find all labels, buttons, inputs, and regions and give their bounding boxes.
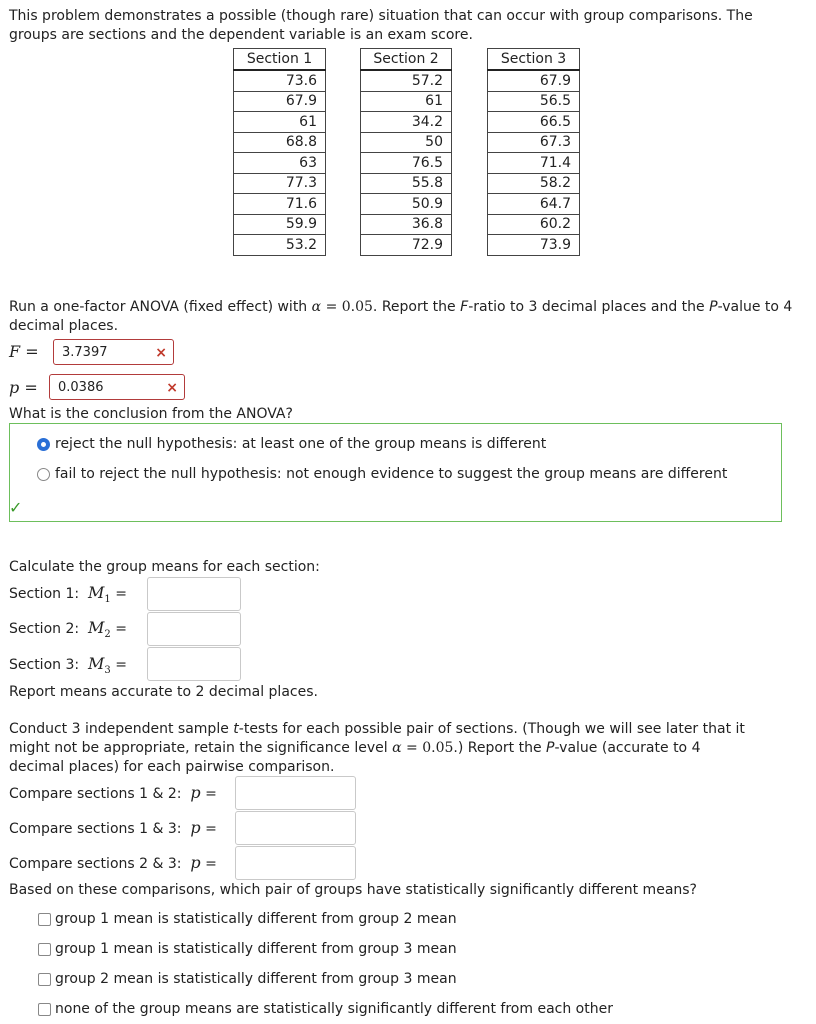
checkbox-1-3[interactable] bbox=[38, 943, 51, 956]
table-header: Section 3 bbox=[488, 49, 580, 71]
anova-instructions bbox=[9, 298, 799, 336]
table-cell: 34.2 bbox=[361, 112, 452, 133]
option-none-label[interactable]: none of the group means are statistically significantly different from each other bbox=[55, 1001, 613, 1017]
table-cell: 53.2 bbox=[234, 235, 326, 256]
p-word: P bbox=[709, 299, 718, 315]
table-cell: 56.5 bbox=[488, 91, 580, 112]
f-label: F = bbox=[9, 342, 39, 361]
checkbox-2-3[interactable] bbox=[38, 973, 51, 986]
correct-check-icon: ✓ bbox=[9, 498, 23, 517]
table-cell: 71.4 bbox=[488, 153, 580, 174]
p-value-input[interactable] bbox=[49, 374, 185, 400]
ttest-line-3: decimal places) for each pairwise comparison. bbox=[9, 759, 335, 775]
mean-2-input[interactable] bbox=[147, 612, 241, 646]
incorrect-icon: × bbox=[166, 380, 178, 396]
p-2-3-input[interactable] bbox=[235, 846, 356, 880]
incorrect-icon: × bbox=[155, 345, 167, 361]
anova-text: Run a one-factor ANOVA (fixed effect) with bbox=[9, 299, 308, 315]
table-cell: 36.8 bbox=[361, 214, 452, 235]
compare-row-2: Compare sections 1 & 3: p = bbox=[9, 818, 217, 837]
table-cell: 76.5 bbox=[361, 153, 452, 174]
f-ratio-input[interactable] bbox=[53, 339, 174, 365]
checkbox-none[interactable] bbox=[38, 1003, 51, 1016]
table-cell: 59.9 bbox=[234, 214, 326, 235]
anova-text: -ratio to 3 decimal places and the bbox=[468, 299, 705, 315]
option-1-2-label[interactable]: group 1 mean is statistically different from group 2 mean bbox=[55, 911, 457, 927]
table-header: Section 1 bbox=[234, 49, 326, 71]
pairs-question: Based on these comparisons, which pair of groups have statistically significantly different means? bbox=[9, 882, 697, 898]
table-cell: 50 bbox=[361, 132, 452, 153]
checkbox-1-2[interactable] bbox=[38, 913, 51, 926]
compare-row-1: Compare sections 1 & 2: p = bbox=[9, 783, 217, 802]
alpha-value: 0.05 bbox=[341, 299, 373, 315]
compare-row-3: Compare sections 2 & 3: p = bbox=[9, 853, 217, 872]
table-cell: 64.7 bbox=[488, 194, 580, 215]
table-cell: 73.9 bbox=[488, 235, 580, 256]
p-label: p = bbox=[9, 378, 38, 397]
table-cell: 63 bbox=[234, 153, 326, 174]
ttest-line-1: Conduct 3 independent sample t-tests for each possible pair of sections. (Though we will see later that it bbox=[9, 721, 745, 737]
mean-row-3: Section 3: $M_3$ = bbox=[9, 654, 127, 676]
table-cell: 73.6 bbox=[234, 70, 326, 91]
table-cell: 58.2 bbox=[488, 173, 580, 194]
table-cell: 57.2 bbox=[361, 70, 452, 91]
table-cell: 77.3 bbox=[234, 173, 326, 194]
mean-1-input[interactable] bbox=[147, 577, 241, 611]
option-fail-label[interactable]: fail to reject the null hypothesis: not enough evidence to suggest the group means are different bbox=[55, 466, 728, 482]
table-header: Section 2 bbox=[361, 49, 452, 71]
anova-question: What is the conclusion from the ANOVA? bbox=[9, 406, 293, 422]
table-cell: 71.6 bbox=[234, 194, 326, 215]
table-cell: 67.3 bbox=[488, 132, 580, 153]
table-cell: 67.9 bbox=[234, 91, 326, 112]
table-cell: 50.9 bbox=[361, 194, 452, 215]
radio-fail-to-reject[interactable] bbox=[37, 468, 50, 481]
table-cell: 68.8 bbox=[234, 132, 326, 153]
section-1-table bbox=[233, 48, 326, 256]
table-cell: 55.8 bbox=[361, 173, 452, 194]
p-1-3-input[interactable] bbox=[235, 811, 356, 845]
alpha-symbol: α bbox=[311, 299, 322, 315]
p-value-text: 0.0386 bbox=[58, 380, 104, 395]
option-reject-label[interactable]: reject the null hypothesis: at least one of the group means is different bbox=[55, 436, 547, 452]
option-1-3-label[interactable]: group 1 mean is statistically different from group 3 mean bbox=[55, 941, 457, 957]
mean-row-1: Section 1: $M_1$ = bbox=[9, 583, 127, 605]
equals-sign: = bbox=[325, 299, 338, 315]
intro-text: This problem demonstrates a possible (though rare) situation that can occur with group comparisons. The groups are sections and the dependent variable is an exam score. bbox=[9, 8, 753, 43]
means-prompt: Calculate the group means for each section: bbox=[9, 559, 320, 575]
table-cell: 72.9 bbox=[361, 235, 452, 256]
ttest-line-2: might not be appropriate, retain the significance level α = 0.05.) Report the P-value (accurate to 4 bbox=[9, 740, 701, 756]
means-note: Report means accurate to 2 decimal places. bbox=[9, 684, 318, 700]
table-cell: 61 bbox=[361, 91, 452, 112]
f-ratio-value: 3.7397 bbox=[62, 345, 108, 360]
table-cell: 60.2 bbox=[488, 214, 580, 235]
p-1-2-input[interactable] bbox=[235, 776, 356, 810]
anova-text: . Report the bbox=[372, 299, 456, 315]
f-word: F bbox=[460, 299, 469, 315]
table-cell: 66.5 bbox=[488, 112, 580, 133]
table-cell: 67.9 bbox=[488, 70, 580, 91]
mean-3-input[interactable] bbox=[147, 647, 241, 681]
radio-reject[interactable] bbox=[37, 438, 50, 451]
anova-text: -value to 4 decimal places. bbox=[9, 299, 793, 334]
option-2-3-label[interactable]: group 2 mean is statistically different from group 3 mean bbox=[55, 971, 457, 987]
section-2-table bbox=[360, 48, 452, 256]
mean-row-2: Section 2: $M_2$ = bbox=[9, 618, 127, 640]
section-3-table bbox=[487, 48, 580, 256]
table-cell: 61 bbox=[234, 112, 326, 133]
